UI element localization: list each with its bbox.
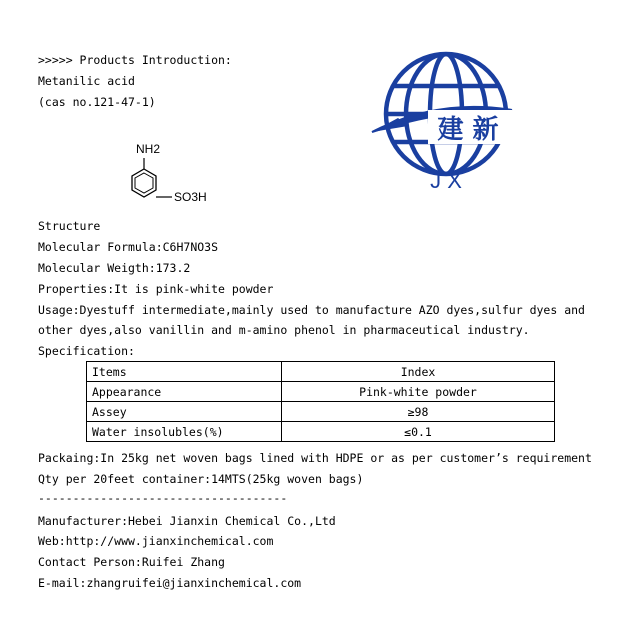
row-item: Water insolubles(%) <box>87 422 282 442</box>
header-index: Index <box>282 362 555 382</box>
chemical-structure <box>122 138 232 213</box>
divider-line: ------------------------------------ <box>38 491 288 505</box>
email-link[interactable]: E-mail:zhangruifei@jianxinchemical.com <box>38 576 302 590</box>
row-index: ≤0.1 <box>282 422 555 442</box>
cas-number: (cas no.121-47-1) <box>38 95 156 109</box>
usage-line-2: other dyes,also vanillin and m-amino phenol in pharmaceutical industry. <box>38 323 530 337</box>
packaging-line: Packaing:In 25kg net woven bags lined with HDPE or as per customer’s requirement <box>38 451 592 465</box>
row-index: ≥98 <box>282 402 555 422</box>
specification-label: Specification: <box>38 344 135 358</box>
table-header-row <box>87 362 555 382</box>
website-link[interactable]: Web:http://www.jianxinchemical.com <box>38 534 274 548</box>
table-row <box>87 402 555 422</box>
contact-person: Contact Person:Ruifei Zhang <box>38 555 225 569</box>
product-name: Metanilic acid <box>38 74 135 88</box>
properties-line: Properties:It is pink-white powder <box>38 282 274 296</box>
benzene-inner-ring <box>135 173 153 193</box>
intro-heading: >>>>> Products Introduction: <box>38 53 232 67</box>
amine-label: NH2 <box>136 142 161 156</box>
logo-letters: J X <box>430 168 462 193</box>
jx-logo <box>368 50 518 195</box>
row-item: Appearance <box>87 382 282 402</box>
logo-chinese-text: 建 新 <box>437 115 499 145</box>
specification-table <box>86 361 555 442</box>
table-row <box>87 382 555 402</box>
table-row <box>87 422 555 442</box>
usage-line-1: Usage:Dyestuff intermediate,mainly used to manufacture AZO dyes,sulfur dyes and <box>38 303 585 317</box>
header-items: Items <box>87 362 282 382</box>
sulfo-label: SO3H <box>174 190 207 204</box>
row-index: Pink-white powder <box>282 382 555 402</box>
structure-caption: Structure <box>38 219 101 233</box>
container-qty: Qty per 20feet container:14MTS(25kg woven bags) <box>38 472 364 486</box>
molecular-weight: Molecular Weigth:173.2 <box>38 261 191 275</box>
row-item: Assey <box>87 402 282 422</box>
manufacturer: Manufacturer:Hebei Jianxin Chemical Co.,Ltd <box>38 514 336 528</box>
molecular-formula: Molecular Formula:C6H7NO3S <box>38 240 219 254</box>
